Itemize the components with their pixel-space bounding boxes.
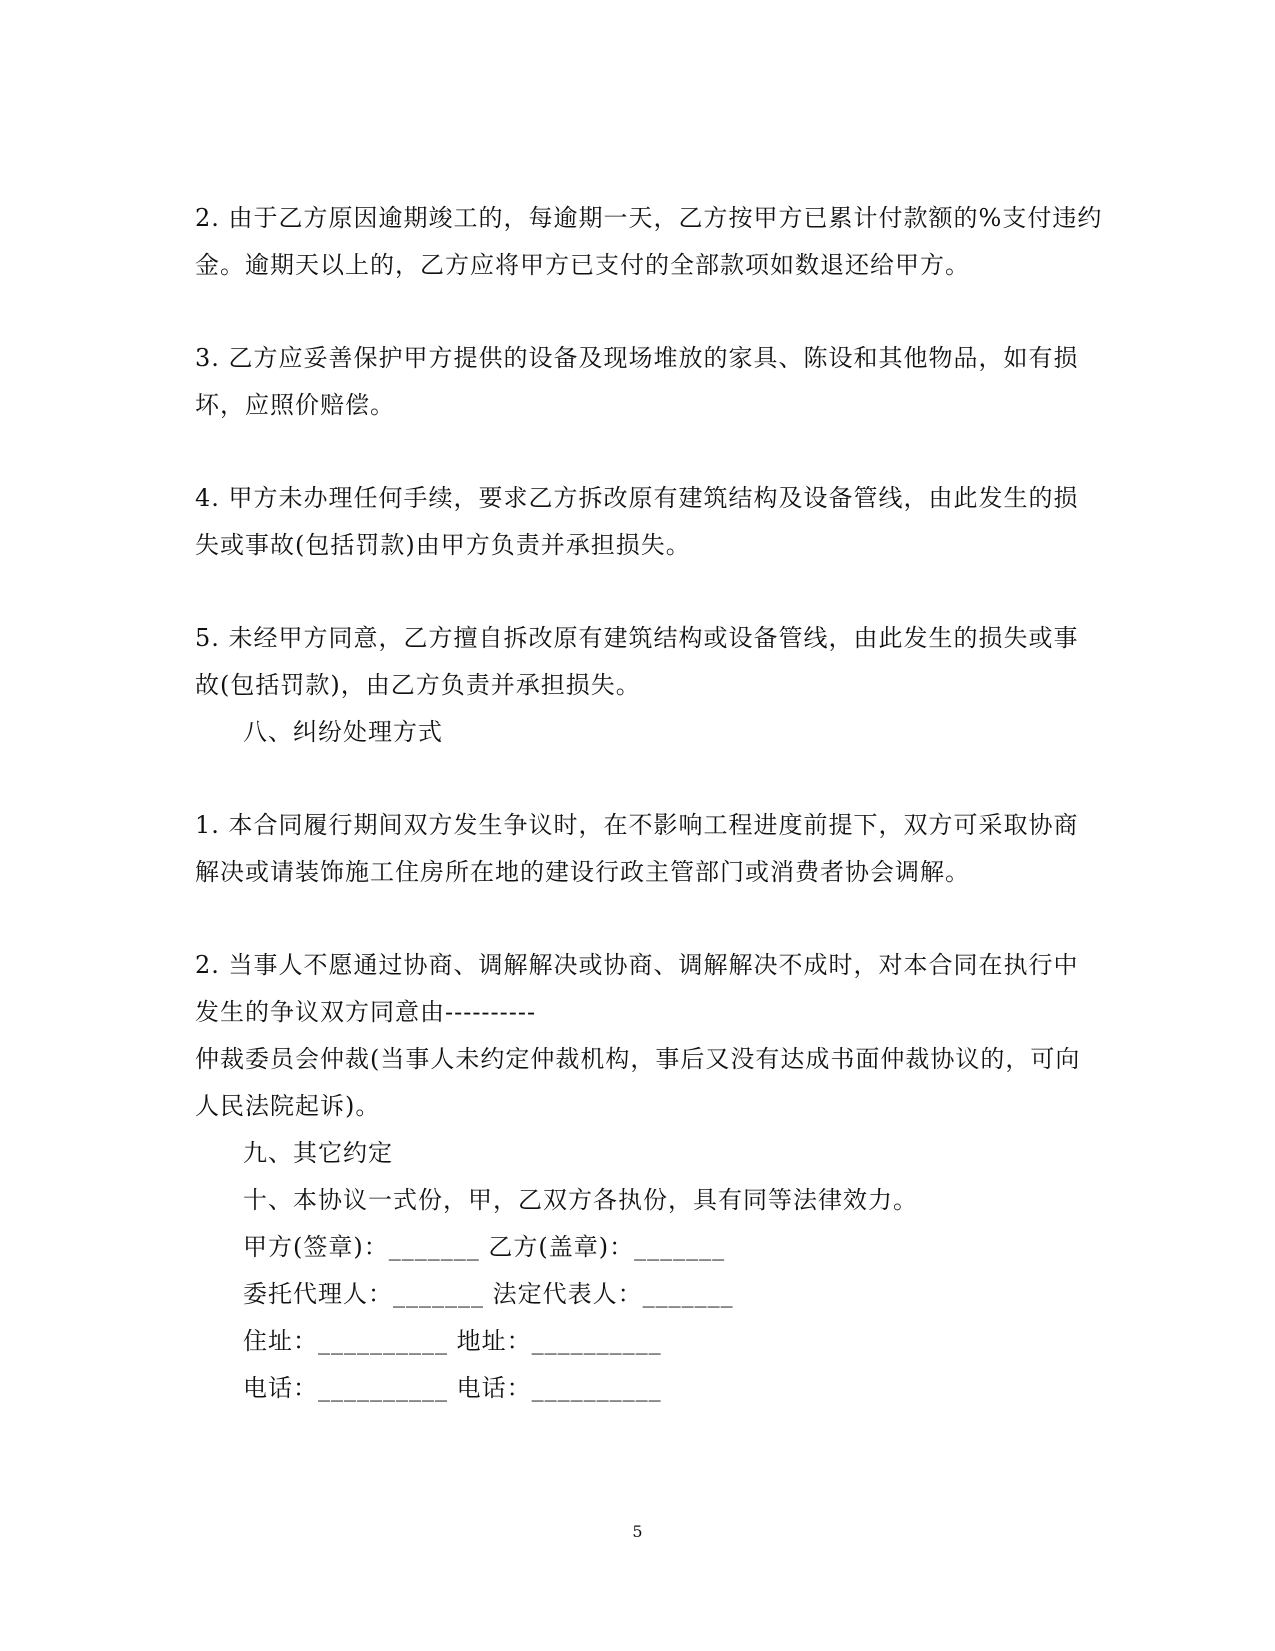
- signature-line-party: 甲方(签章)：_______ 乙方(盖章)：_______: [243, 1233, 726, 1261]
- paragraph-line-3: 3. 乙方应妥善保护甲方提供的设备及现场堆放的家具、陈设和其他物品，如有损: [195, 344, 1079, 372]
- paragraph-line-5: 4. 甲方未办理任何手续，要求乙方拆改原有建筑结构及设备管线，由此发生的损: [195, 484, 1079, 512]
- section-heading-nine: 九、其它约定: [243, 1139, 393, 1167]
- paragraph-line-10: 解决或请装饰施工住房所在地的建设行政主管部门或消费者协会调解。: [195, 858, 970, 886]
- paragraph-line-2: 金。逾期天以上的，乙方应将甲方已支付的全部款项如数退还给甲方。: [195, 251, 970, 279]
- paragraph-line-4: 坏，应照价赔偿。: [195, 391, 395, 419]
- paragraph-line-13: 仲裁委员会仲裁(当事人未约定仲裁机构，事后又没有达成书面仲裁协议的，可向: [195, 1045, 1081, 1073]
- signature-line-representative: 委托代理人：_______ 法定代表人：_______: [243, 1280, 734, 1308]
- paragraph-line-7: 5. 未经甲方同意，乙方擅自拆改原有建筑结构或设备管线，由此发生的损失或事: [195, 624, 1079, 652]
- section-heading-ten: 十、本协议一式份，甲，乙双方各执份，具有同等法律效力。: [243, 1186, 918, 1214]
- paragraph-line-11: 2. 当事人不愿通过协商、调解解决或协商、调解解决不成时，对本合同在执行中: [195, 951, 1079, 979]
- signature-line-phone: 电话：__________ 电话：__________: [243, 1374, 662, 1402]
- paragraph-line-6: 失或事故(包括罚款)由甲方负责并承担损失。: [195, 531, 691, 559]
- paragraph-line-1: 2. 由于乙方原因逾期竣工的，每逾期一天，乙方按甲方已累计付款额的%支付违约: [195, 204, 1103, 232]
- paragraph-line-14: 人民法院起诉)。: [195, 1092, 381, 1120]
- paragraph-line-8: 故(包括罚款)，由乙方负责并承担损失。: [195, 671, 641, 699]
- paragraph-line-12: 发生的争议双方同意由----------: [195, 998, 537, 1026]
- section-heading-eight: 八、纠纷处理方式: [243, 718, 443, 746]
- paragraph-line-9: 1. 本合同履行期间双方发生争议时，在不影响工程进度前提下，双方可采取协商: [195, 811, 1079, 839]
- page-number: 5: [632, 1522, 643, 1541]
- signature-line-address: 住址：__________ 地址：__________: [243, 1327, 662, 1355]
